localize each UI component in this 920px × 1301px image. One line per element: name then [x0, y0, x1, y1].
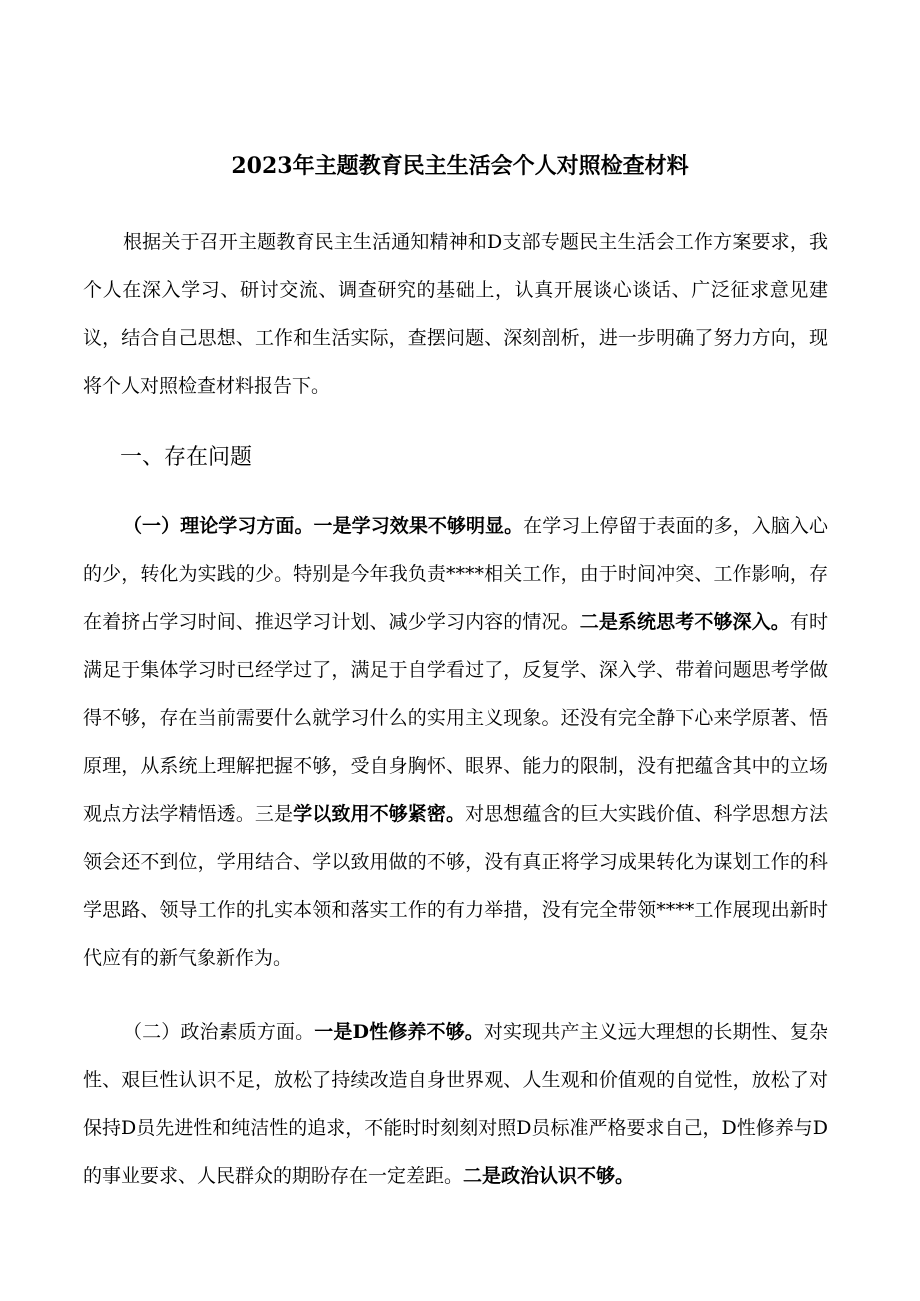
point-title-systematic-thinking: 二是系统思考不够深入。: [579, 611, 790, 633]
subsection-label-theory: （一）理论学习方面。: [123, 515, 314, 537]
point-text-learning-effect: 在学习上停留于表面的多，入脑入心的少，转化为实践的少。特别是今年我负责****相关工作，由于时间冲突、工作影响，存在着挤占学习时间、推迟学习计划、减少学习内容的情况。: [83, 515, 828, 633]
paragraph-political-quality: [83, 1008, 828, 1200]
point-title-political-awareness: 二是政治认识不够。: [463, 1165, 635, 1187]
paragraph-theory-study: [83, 502, 828, 982]
point-text-party-spirit: 对实现共产主义远大理想的长期性、复杂性、艰巨性认识不足，放松了持续改造自身世界观、人生观和价值观的自觉性，放松了对保持D员先进性和纯洁性的追求，不能时时刻刻对照D员标准严格要求自己，D性修养与D的事业要求、人民群众的期盼存在一定差距。: [83, 1021, 828, 1187]
point-title-party-spirit: 一是D性修养不够。: [314, 1021, 484, 1043]
point-text-systematic-thinking: 有时满足于集体学习时已经学过了，满足于自学看过了，反复学、深入学、带着问题思考学做得不够，存在当前需要什么就学习什么的实用主义现象。还没有完全静下心来学原著、悟原理，从系统上理解把握不够，受自身胸怀、眼界、能力的限制，没有把蕴含其中的立场观点方法学精悟透。三是: [83, 611, 828, 825]
subsection-label-political: （二）政治素质方面。: [123, 1021, 315, 1043]
point-title-learning-effect: 一是学习效果不够明显。: [313, 515, 524, 537]
point-title-apply-learning: 学以致用不够紧密。: [293, 803, 466, 825]
point-text-apply-learning: 对思想蕴含的巨大实践价值、科学思想方法领会还不到位，学用结合、学以致用做的不够，没有真正将学习成果转化为谋划工作的科学思路、领导工作的扎实本领和落实工作的有力举措，没有完全带领****工作展现出新时代应有的新气象新作为。: [83, 803, 828, 969]
section-heading-problems: 一、存在问题: [120, 445, 253, 470]
intro-paragraph: 根据关于召开主题教育民主生活通知精神和D支部专题民主生活会工作方案要求，我个人在深入学习、研讨交流、调查研究的基础上，认真开展谈心谈话、广泛征求意见建议，结合自己思想、工作和生活实际，查摆问题、深刻剖析，进一步明确了努力方向，现将个人对照检查材料报告下。: [83, 231, 828, 397]
document-title: 2023年主题教育民主生活会个人对照检查材料: [231, 153, 689, 179]
